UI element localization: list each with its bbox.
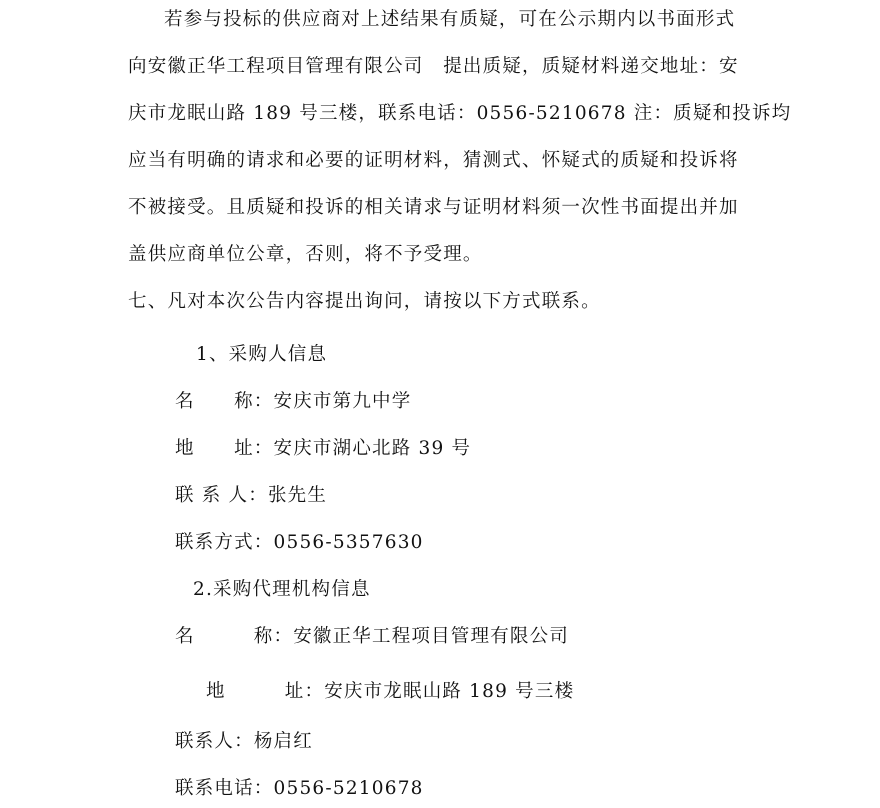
- purchaser-name-row: [175, 390, 411, 414]
- purchaser-contact-row: [175, 484, 327, 508]
- purchaser-phone-label: 联系方式：: [175, 532, 274, 553]
- agency-address-row: [206, 680, 574, 704]
- agency-address-value: 安庆市龙眠山路 189 号三楼: [324, 681, 575, 702]
- purchaser-phone-row: [175, 531, 424, 555]
- paragraph-line-4: 应当有明确的请求和必要的证明材料，猜测式、怀疑式的质疑和投诉将: [128, 150, 739, 171]
- agency-heading: 2.采购代理机构信息: [193, 579, 371, 600]
- purchaser-address-label: 地 址：: [175, 438, 274, 459]
- paragraph-line-6: 盖供应商单位公章，否则，将不予受理。: [128, 244, 483, 265]
- agency-contact-label: 联系人：: [175, 731, 254, 752]
- paragraph-line-2: 向安徽正华工程项目管理有限公司 提出质疑，质疑材料递交地址：安: [128, 56, 739, 77]
- purchaser-address-value: 安庆市湖心北路 39 号: [273, 438, 472, 459]
- agency-name-value: 安徽正华工程项目管理有限公司: [293, 626, 570, 647]
- section-7-heading: 七、凡对本次公告内容提出询问，请按以下方式联系。: [128, 291, 601, 312]
- paragraph-line-3: 庆市龙眠山路 189 号三楼，联系电话：0556-5210678 注：质疑和投诉均: [128, 103, 792, 124]
- paragraph-line-1: 若参与投标的供应商对上述结果有质疑，可在公示期内以书面形式: [164, 9, 736, 30]
- purchaser-phone-value: 0556-5357630: [273, 532, 424, 553]
- agency-contact-value: 杨启红: [253, 731, 313, 752]
- agency-phone-value: 0556-5210678: [273, 778, 424, 799]
- agency-phone-label: 联系电话：: [175, 778, 274, 799]
- agency-address-label: 地 址：: [206, 681, 325, 702]
- agency-name-row: [175, 625, 569, 649]
- purchaser-address-row: [175, 437, 471, 461]
- agency-name-label: 名 称：: [175, 626, 294, 647]
- purchaser-name-value: 安庆市第九中学: [273, 391, 412, 412]
- purchaser-contact-value: 张先生: [267, 485, 328, 506]
- agency-contact-row: [175, 730, 313, 754]
- purchaser-name-label: 名 称：: [175, 391, 274, 412]
- paragraph-line-5: 不被接受。且质疑和投诉的相关请求与证明材料须一次性书面提出并加: [128, 197, 739, 218]
- agency-phone-row: [175, 777, 424, 801]
- purchaser-heading: 1、采购人信息: [196, 344, 328, 365]
- purchaser-contact-label: 联 系 人：: [175, 485, 268, 506]
